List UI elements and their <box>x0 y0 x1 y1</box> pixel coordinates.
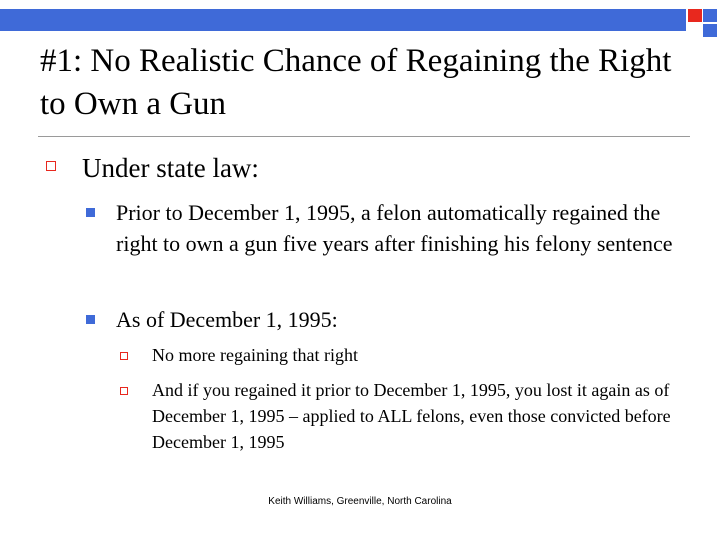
filled-square-bullet-icon <box>86 315 95 324</box>
hollow-square-bullet-icon <box>120 387 128 395</box>
bullet-no-more-regaining: No more regaining that right <box>152 345 358 365</box>
hollow-square-bullet-icon <box>46 161 56 171</box>
filled-square-bullet-icon <box>86 208 95 217</box>
hollow-square-bullet-icon <box>120 352 128 360</box>
bullet-regained-and-lost: And if you regained it prior to December 1, 1995, you lost it again as of December 1, 1995 – applied to ALL felons, even those convicted before December 1, 1995 <box>152 380 671 452</box>
bullet-under-state-law: Under state law: <box>82 153 259 183</box>
bullet-as-of-1995: As of December 1, 1995: <box>116 307 338 332</box>
slide-title: #1: No Realistic Chance of Regaining the Right to Own a Gun <box>40 43 672 122</box>
slide-footer: Keith Williams, Greenville, North Carolina <box>268 496 452 507</box>
bullet-prior-to-1995: Prior to December 1, 1995, a felon automatically regained the right to own a gun five years after finishing his felony sentence <box>116 200 673 256</box>
